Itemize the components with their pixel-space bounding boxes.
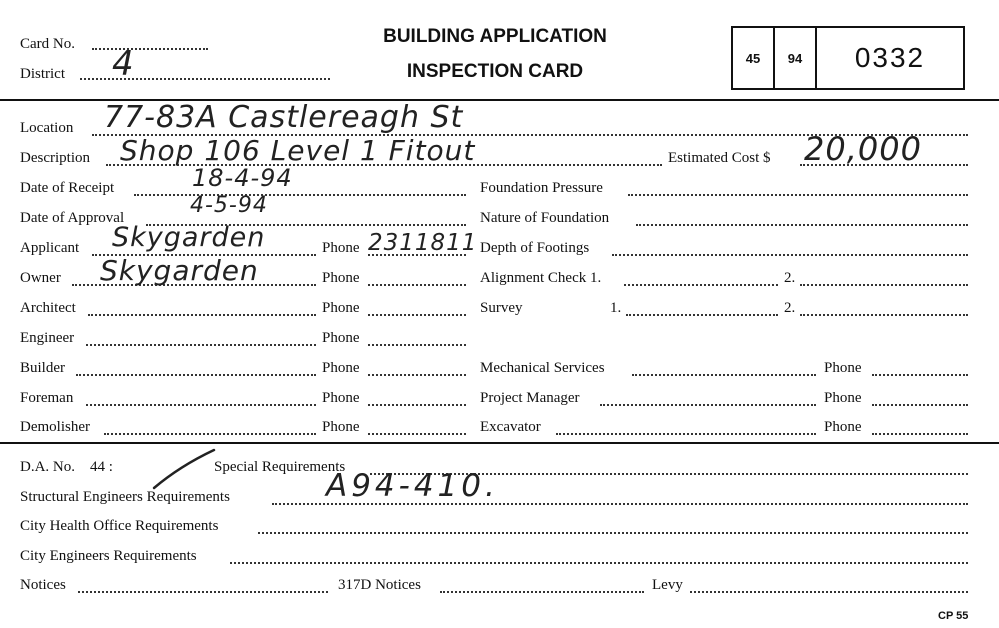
- date-approval-value: 4-5-94: [190, 193, 268, 218]
- notices-317d-label: 317D Notices: [338, 577, 421, 593]
- notices-317d-field[interactable]: [440, 591, 644, 593]
- structural-requirements-value: A94-410.: [326, 468, 499, 504]
- levy-label: Levy: [652, 577, 683, 593]
- architect-label: Architect: [20, 300, 76, 316]
- date-receipt-label: Date of Receipt: [20, 180, 115, 196]
- foundation-pressure-field[interactable]: [628, 194, 968, 196]
- excavator-field[interactable]: [556, 433, 816, 435]
- health-requirements-field[interactable]: [258, 532, 968, 534]
- card-no-field[interactable]: [92, 48, 208, 50]
- foundation-pressure-label: Foundation Pressure: [480, 180, 603, 196]
- owner-phone-field[interactable]: [368, 284, 466, 286]
- demolisher-field[interactable]: [104, 433, 316, 435]
- form-code: CP 55: [938, 610, 969, 622]
- notices-field[interactable]: [78, 591, 328, 593]
- city-engineers-requirements-field[interactable]: [230, 562, 968, 564]
- levy-field[interactable]: [690, 591, 968, 593]
- application-number-box: [731, 26, 965, 90]
- date-receipt-field[interactable]: [134, 194, 466, 196]
- applicant-phone-label: Phone: [322, 240, 360, 256]
- mechanical-label: Mechanical Services: [480, 360, 605, 376]
- engineer-field[interactable]: [86, 344, 316, 346]
- da-no-handwritten-stroke: [150, 446, 220, 492]
- demolisher-phone-field[interactable]: [368, 433, 466, 435]
- location-value: 77-83A Castlereagh St: [104, 100, 464, 135]
- description-label: Description: [20, 150, 90, 166]
- builder-field[interactable]: [76, 374, 316, 376]
- project-manager-label: Project Manager: [480, 390, 580, 406]
- owner-label: Owner: [20, 270, 61, 286]
- alignment-check-1-field[interactable]: [624, 284, 778, 286]
- excavator-phone-field[interactable]: [872, 433, 968, 435]
- location-label: Location: [20, 120, 74, 136]
- engineer-phone-field[interactable]: [368, 344, 466, 346]
- estimated-cost-label: Estimated Cost $: [668, 150, 771, 166]
- project-manager-phone-field[interactable]: [872, 404, 968, 406]
- district-value: 4: [112, 44, 135, 84]
- nature-foundation-field[interactable]: [636, 224, 968, 226]
- survey-1-label: 1.: [610, 300, 622, 316]
- mechanical-phone-label: Phone: [824, 360, 862, 376]
- builder-phone-field[interactable]: [368, 374, 466, 376]
- da-no-prefix: 44 :: [90, 459, 113, 475]
- excavator-label: Excavator: [480, 419, 541, 435]
- project-manager-field[interactable]: [600, 404, 816, 406]
- applicant-phone-value: 2311811: [368, 230, 478, 256]
- form-title-line2: INSPECTION CARD: [406, 61, 584, 82]
- box-code-1: 45: [733, 28, 775, 88]
- city-engineers-requirements-label: City Engineers Requirements: [20, 548, 197, 564]
- depth-footings-field[interactable]: [612, 254, 968, 256]
- depth-footings-label: Depth of Footings: [480, 240, 590, 256]
- applicant-label: Applicant: [20, 240, 80, 256]
- architect-phone-field[interactable]: [368, 314, 466, 316]
- structural-requirements-label: Structural Engineers Requirements: [20, 489, 230, 505]
- district-label: District: [20, 66, 65, 82]
- foreman-label: Foreman: [20, 390, 74, 406]
- excavator-phone-label: Phone: [824, 419, 862, 435]
- card-no-label: Card No.: [20, 36, 75, 52]
- survey-1-field[interactable]: [626, 314, 778, 316]
- box-code-2: 94: [775, 28, 817, 88]
- demolisher-phone-label: Phone: [322, 419, 360, 435]
- owner-value: Skygarden: [100, 254, 259, 287]
- foreman-field[interactable]: [86, 404, 316, 406]
- project-manager-phone-label: Phone: [824, 390, 862, 406]
- estimated-cost-value: 20,000: [804, 130, 922, 168]
- builder-label: Builder: [20, 360, 65, 376]
- foreman-phone-field[interactable]: [368, 404, 466, 406]
- survey-2-label: 2.: [784, 300, 796, 316]
- special-requirements-label: Special Requirements: [214, 459, 346, 475]
- application-number: 0332: [854, 42, 926, 73]
- foreman-phone-label: Phone: [322, 390, 360, 406]
- mechanical-field[interactable]: [632, 374, 816, 376]
- owner-phone-label: Phone: [322, 270, 360, 286]
- section-divider: [0, 442, 999, 444]
- alignment-check-label: Alignment Check 1.: [480, 270, 602, 286]
- form-title-line1: BUILDING APPLICATION: [383, 26, 607, 47]
- engineer-phone-label: Phone: [322, 330, 360, 346]
- demolisher-label: Demolisher: [20, 419, 90, 435]
- survey-2-field[interactable]: [800, 314, 968, 316]
- architect-phone-label: Phone: [322, 300, 360, 316]
- architect-field[interactable]: [88, 314, 316, 316]
- description-value: Shop 106 Level 1 Fitout: [120, 134, 476, 167]
- nature-foundation-label: Nature of Foundation: [480, 210, 610, 226]
- alignment-check-2-label: 2.: [784, 270, 796, 286]
- alignment-check-2-field[interactable]: [800, 284, 968, 286]
- health-requirements-label: City Health Office Requirements: [20, 518, 219, 534]
- da-no-label: D.A. No.: [20, 459, 75, 475]
- date-approval-label: Date of Approval: [20, 210, 125, 226]
- survey-label: Survey: [480, 300, 523, 316]
- mechanical-phone-field[interactable]: [872, 374, 968, 376]
- builder-phone-label: Phone: [322, 360, 360, 376]
- engineer-label: Engineer: [20, 330, 75, 346]
- date-receipt-value: 18-4-94: [192, 164, 293, 192]
- notices-label: Notices: [20, 577, 66, 593]
- applicant-value: Skygarden: [112, 222, 266, 253]
